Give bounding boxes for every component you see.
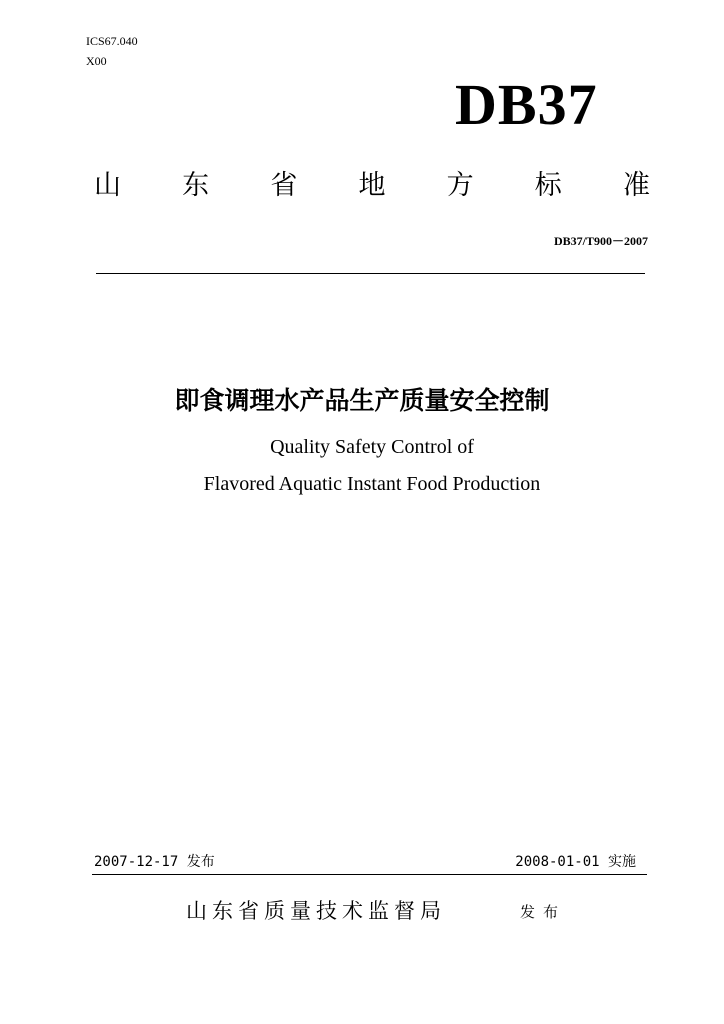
issue-date: 2007-12-17 发布 <box>94 854 215 870</box>
title-english-line1: Quality Safety Control of <box>270 436 474 458</box>
standard-type-char: 准 <box>622 170 650 201</box>
footer-divider <box>92 874 647 875</box>
standard-type-char: 山 <box>94 170 121 201</box>
title-english-line2: Flavored Aquatic Instant Food Production <box>203 473 541 495</box>
publisher: 山东省质量技术监督局 <box>186 899 446 923</box>
header-divider <box>96 273 645 274</box>
title-chinese: 即食调理水产品生产质量安全控制 <box>174 386 550 415</box>
implementation-date: 2008-01-01 实施 <box>515 854 636 870</box>
ccs-code: X00 <box>86 54 107 68</box>
standard-type-char: 标 <box>534 170 562 201</box>
standard-type <box>94 168 650 204</box>
standard-type-char: 东 <box>182 170 210 201</box>
standard-type-char: 方 <box>446 170 474 201</box>
standard-type-char: 省 <box>270 170 298 201</box>
standard-type-char: 地 <box>358 170 386 201</box>
ics-code: ICS67.040 <box>86 34 138 48</box>
standard-code: DB37/T900－2007 <box>553 234 648 248</box>
standard-logo: DB37 <box>455 72 598 137</box>
publish-label: 发布 <box>520 903 567 921</box>
